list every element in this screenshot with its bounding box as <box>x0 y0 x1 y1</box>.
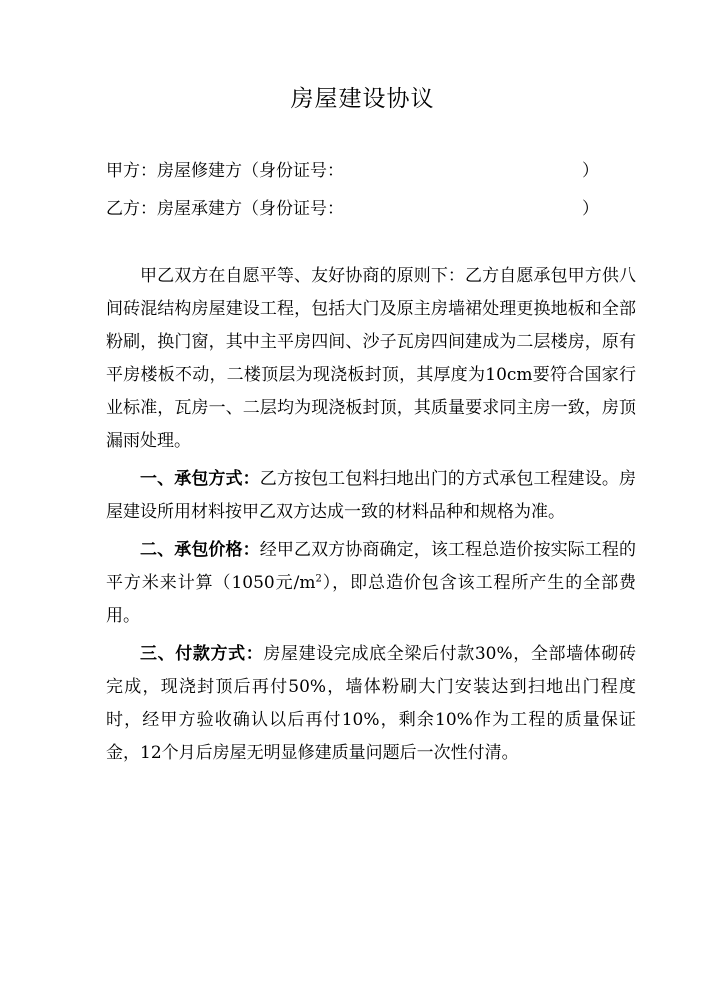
section-heading: 一、承包方式： <box>140 469 260 489</box>
party-a-label: 甲方：房屋修建方（身份证号： <box>106 161 344 181</box>
party-b-close: ） <box>582 199 599 219</box>
party-b-label: 乙方：房屋承建方（身份证号： <box>106 199 344 219</box>
intro-paragraph: 甲乙双方在自愿平等、友好协商的原则下：乙方自愿承包甲方供八间砖混结构房屋建设工程，包括大门及原主房墙裙处理更换地板和全部粉刷，换门窗，其中主平房四间、沙子瓦房四间建成为二层楼房，原有平房楼板不动，二楼顶层为现浇板封顶，其厚度为10cm要符合国家行业标准，瓦房一、二层均为现浇板封顶，其质量要求同主房一致，房顶漏雨处理。 <box>106 266 636 451</box>
superscript: 2 <box>315 573 322 585</box>
section-heading: 三、付款方式： <box>140 644 264 664</box>
section-payment-method <box>106 638 636 770</box>
section-text-continued: ），即总造价包含该工程所产生的全部费用。 <box>106 573 636 626</box>
agreement-body <box>106 260 636 770</box>
section-heading: 二、承包价格： <box>140 540 260 560</box>
section-text: 经甲乙双方协商确定，该工程总造价按实际工程的平方米来计算（1050元/m <box>106 540 636 593</box>
party-a-close: ） <box>582 161 599 181</box>
section-contract-price <box>106 534 636 633</box>
section-contract-method <box>106 463 636 529</box>
party-b-line <box>106 194 599 219</box>
section-text: 乙方按包工包料扫地出门的方式承包工程建设。房屋建设所用材料按甲乙双方达成一致的材料品种和规格为准。 <box>106 469 636 522</box>
document-title: 房屋建设协议 <box>290 86 435 112</box>
section-text: 房屋建设完成底全梁后付款30%，全部墙体砌砖完成，现浇封顶后再付50%，墙体粉刷大门安装达到扫地出门程度时，经甲方验收确认以后再付10%，剩余10%作为工程的质量保证金，12个月后房屋无明显修建质量问题后一次性付清。 <box>106 644 637 763</box>
party-a-line <box>106 156 599 181</box>
